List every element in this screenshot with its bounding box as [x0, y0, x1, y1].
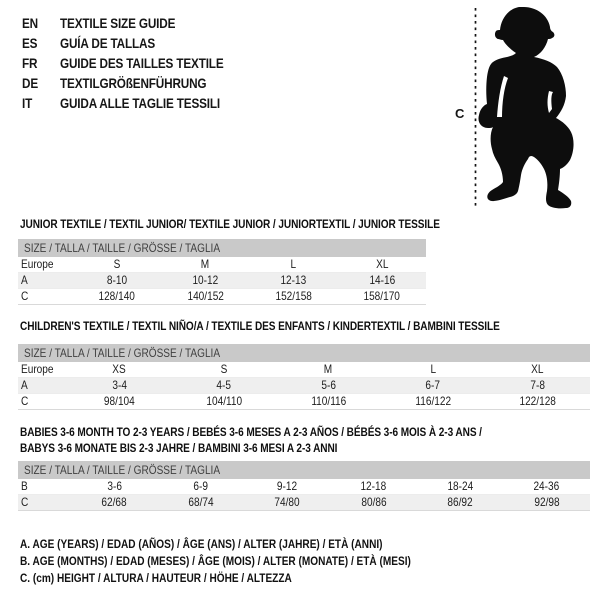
size-cell: 110/116 — [311, 394, 346, 408]
lang-row-it — [22, 93, 255, 113]
row-label: B — [21, 479, 28, 493]
size-cell: 86/92 — [447, 495, 473, 509]
footnotes — [20, 536, 485, 587]
title-line: BABYS 3-6 MONATE BIS 2-3 JAHRE / BAMBINI 3-6 MESI A 2-3 ANNI — [20, 441, 338, 455]
row-label: Europe — [21, 257, 54, 271]
babies-size-table — [18, 461, 590, 511]
size-cell: 92/98 — [534, 495, 560, 509]
lang-label: TEXTILGRÖßENFÜHRUNG — [60, 75, 207, 91]
size-header-bar — [18, 239, 426, 257]
size-cell: 10-12 — [192, 273, 219, 287]
table-row — [18, 495, 590, 511]
lang-label: GUIDE DES TAILLES TEXTILE — [60, 55, 224, 71]
size-cell: 98/104 — [103, 394, 135, 408]
table-row — [18, 378, 590, 394]
size-cell: 9-12 — [277, 479, 298, 493]
size-cell: 62/68 — [101, 495, 127, 509]
junior-table-title — [20, 216, 520, 232]
title-line: BABIES 3-6 MONTH TO 2-3 YEARS / BEBÉS 3-6 MESES A 2-3 AÑOS / BÉBÉS 3-6 MOIS À 2-3 ANS / — [20, 425, 482, 439]
size-header-bar — [18, 461, 590, 479]
table-row — [18, 289, 426, 305]
row-label: A — [21, 273, 28, 287]
size-cell: 140/152 — [187, 289, 224, 303]
size-cell: 122/128 — [519, 394, 556, 408]
title-line: JUNIOR TEXTILE / TEXTIL JUNIOR/ TEXTILE JUNIOR / JUNIORTEXTIL / JUNIOR TESSILE — [20, 217, 440, 231]
table-rows — [18, 257, 426, 305]
table-row — [18, 479, 590, 495]
title-line: CHILDREN'S TEXTILE / TEXTIL NIÑO/A / TEXTILE DES ENFANTS / KINDERTEXTIL / BAMBINI TESSILE — [20, 319, 500, 333]
size-cell: 3-4 — [112, 378, 127, 392]
lang-row-es — [22, 33, 255, 53]
size-cell: L — [290, 257, 297, 271]
size-cell: 74/80 — [274, 495, 300, 509]
lang-row-de — [22, 73, 255, 93]
toddler-silhouette — [478, 7, 573, 208]
size-cell: XS — [112, 362, 127, 376]
size-header-text: SIZE / TALLA / TAILLE / GRÖSSE / TAGLIA — [24, 241, 221, 255]
size-cell: 14-16 — [368, 273, 395, 287]
lang-row-en — [22, 13, 255, 33]
row-label: C — [21, 394, 29, 408]
table-rows — [18, 362, 590, 410]
size-cell: 12-13 — [280, 273, 307, 287]
height-measure-label: C — [455, 106, 465, 121]
size-cell: 5-6 — [321, 378, 336, 392]
size-cell: 158/170 — [363, 289, 401, 303]
size-cell: XL — [531, 362, 544, 376]
footnote-a: A. AGE (YEARS) / EDAD (AÑOS) / ÂGE (ANS) / ALTER (JAHRE) / ETÀ (ANNI) — [20, 537, 383, 551]
lang-label: TEXTILE SIZE GUIDE — [60, 15, 176, 31]
size-header-bar — [18, 344, 590, 362]
row-label: C — [21, 495, 29, 509]
row-label: Europe — [21, 362, 54, 376]
size-cell: 6-9 — [193, 479, 209, 493]
table-rows — [18, 479, 590, 511]
row-label: C — [21, 289, 29, 303]
size-cell: M — [324, 362, 333, 376]
lang-row-fr — [22, 53, 255, 73]
childrens-table-title — [20, 318, 591, 334]
size-cell: 152/158 — [275, 289, 312, 303]
table-row — [18, 257, 426, 273]
junior-size-table — [18, 239, 426, 305]
lang-code: FR — [22, 55, 38, 71]
size-cell: 18-24 — [447, 479, 474, 493]
lang-code: EN — [22, 15, 39, 31]
footnote-b: B. AGE (MONTHS) / EDAD (MESES) / ÂGE (MOIS) / ALTER (MONATE) / ETÀ (MESI) — [20, 554, 411, 568]
lang-code: IT — [22, 95, 33, 111]
table-row — [18, 394, 590, 410]
childrens-size-table — [18, 344, 590, 410]
size-cell: M — [201, 257, 210, 271]
table-row — [18, 273, 426, 289]
size-cell: L — [430, 362, 436, 376]
size-cell: 128/140 — [98, 289, 136, 303]
size-cell: 12-18 — [360, 479, 387, 493]
size-cell: 6-7 — [425, 378, 441, 392]
size-cell: 68/74 — [188, 495, 214, 509]
size-cell: 7-8 — [530, 378, 545, 392]
table-row — [18, 362, 590, 378]
babies-table-title — [20, 424, 570, 456]
size-cell: 4-5 — [216, 378, 232, 392]
size-header-text: SIZE / TALLA / TAILLE / GRÖSSE / TAGLIA — [24, 463, 221, 477]
size-cell: 24-36 — [533, 479, 560, 493]
size-cell: S — [220, 362, 228, 376]
size-header-text: SIZE / TALLA / TAILLE / GRÖSSE / TAGLIA — [24, 346, 221, 360]
footnote-c: C. (cm) HEIGHT / ALTURA / HAUTEUR / HÖHE / ALTEZZA — [20, 571, 292, 585]
lang-code: ES — [22, 35, 38, 51]
size-cell: 104/110 — [206, 394, 242, 408]
size-cell: 116/122 — [415, 394, 451, 408]
size-cell: 3-6 — [106, 479, 122, 493]
size-cell: 8-10 — [107, 273, 128, 287]
row-label: A — [21, 378, 28, 392]
lang-label: GUIDA ALLE TAGLIE TESSILI — [60, 95, 221, 111]
size-cell: XL — [375, 257, 389, 271]
language-list — [22, 13, 255, 113]
size-cell: 80/86 — [361, 495, 387, 509]
size-cell: S — [113, 257, 121, 271]
lang-label: GUÍA DE TALLAS — [60, 35, 155, 51]
lang-code: DE — [22, 75, 39, 91]
